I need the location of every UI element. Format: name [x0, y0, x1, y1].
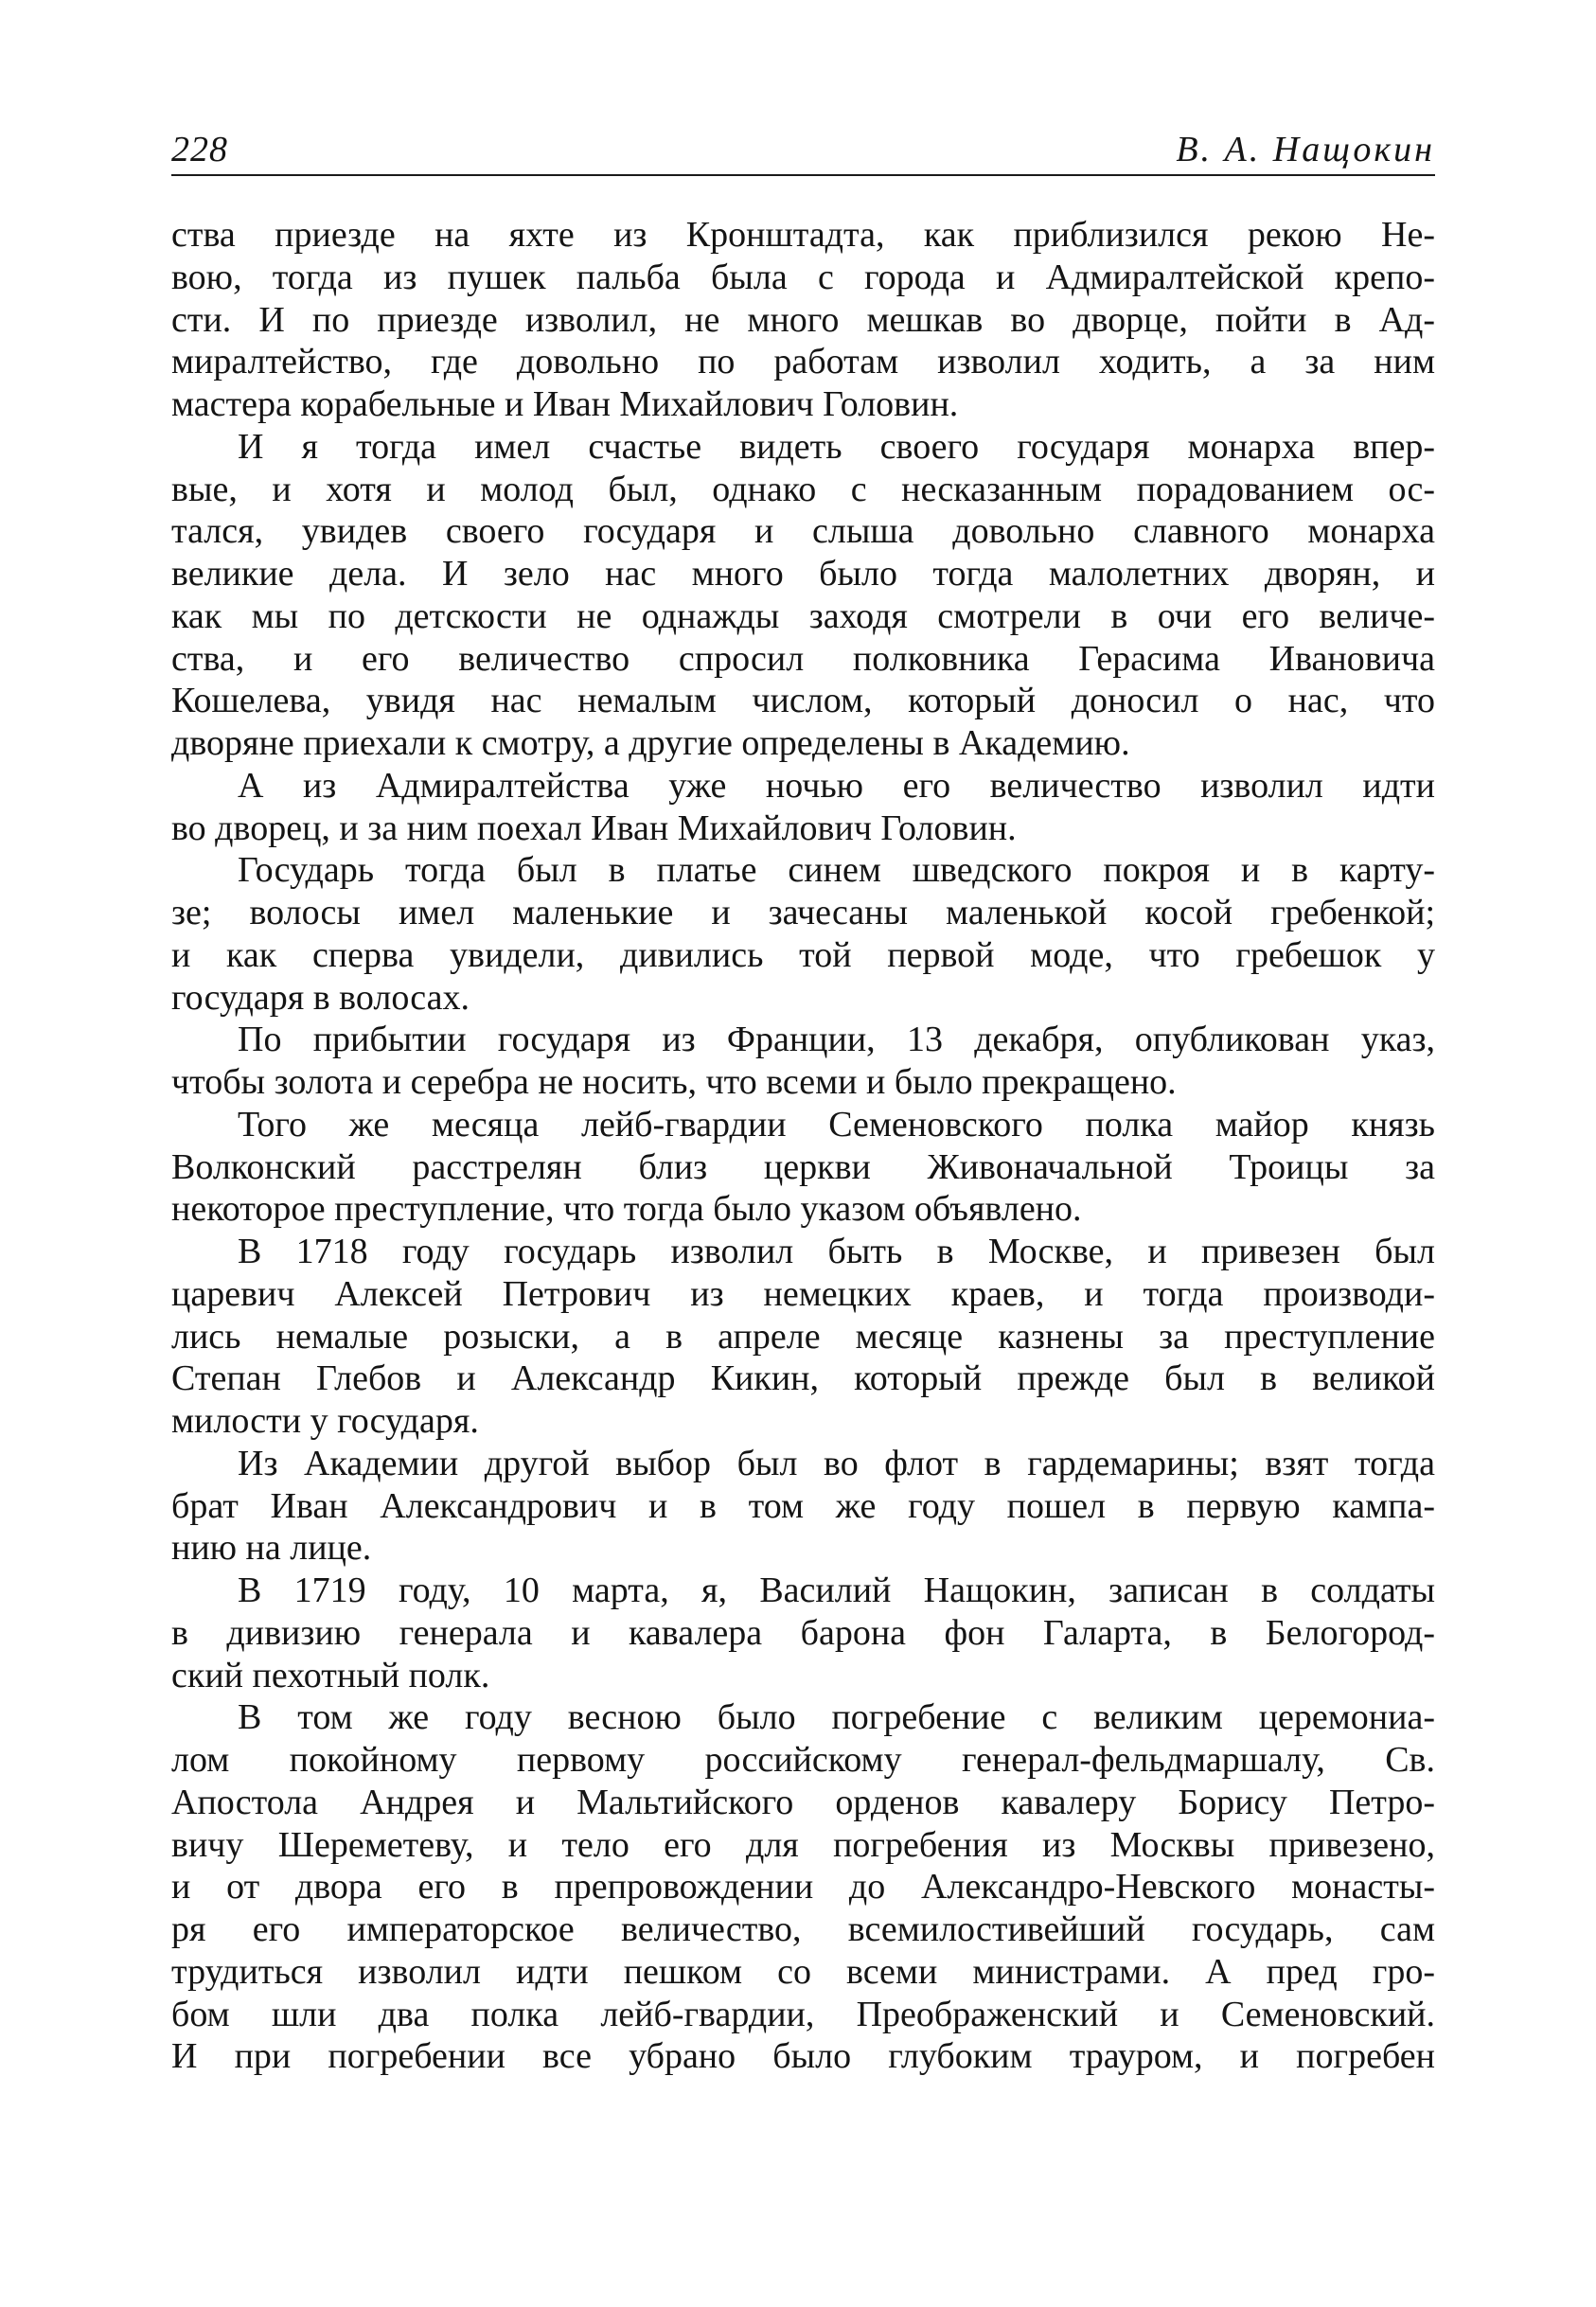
- text-line: И при погребении все убрано было глубоким трауром, и погребен: [171, 2036, 1435, 2077]
- text-line: в дивизию генерала и кавалера барона фон Галарта, в Белогород-: [171, 1612, 1435, 1653]
- text-line: и как сперва увидели, дивились той первой моде, что гребешок у: [171, 934, 1435, 975]
- page-header: [171, 127, 1435, 176]
- text-line: трудиться изволил идти пешком со всеми министрами. А пред гро-: [171, 1951, 1435, 1992]
- text-line: вою, тогда из пушек пальба была с города и Адмиралтейской крепо-: [171, 257, 1435, 297]
- page-number: 228: [171, 130, 228, 169]
- text-line: тался, увидев своего государя и слыша довольно славного монарха: [171, 511, 1435, 552]
- running-head-author: В. А. Нащокин: [1176, 130, 1435, 169]
- text-line: Того же месяца лейб-гвардии Семеновского полка майор князь: [238, 1104, 1435, 1145]
- text-line: По прибытии государя из Франции, 13 декабря, опубликован указ,: [238, 1020, 1435, 1060]
- text-line: сти. И по приезде изволил, не много мешкав во дворце, пойти в Ад-: [171, 299, 1435, 340]
- text-line: нию на лице.: [171, 1528, 372, 1569]
- text-line: вые, и хотя и молод был, однако с несказанным порадованием ос-: [171, 469, 1435, 509]
- text-line: вичу Шереметеву, и тело его для погребения из Москвы привезено,: [171, 1824, 1435, 1865]
- text-line: во дворец, и за ним поехал Иван Михайлович Головин.: [171, 807, 1017, 848]
- text-line: В том же году весною было погребение с великим церемониа-: [238, 1697, 1435, 1738]
- text-line: лом покойному первому российскому генерал-фельдмаршалу, Св.: [171, 1740, 1435, 1780]
- text-line: А из Адмиралтейства уже ночью его величество изволил идти: [238, 765, 1435, 806]
- text-line: Степан Глебов и Александр Кикин, который прежде был в великой: [171, 1358, 1435, 1399]
- text-line: Из Академии другой выбор был во флот в гардемарины; взят тогда: [238, 1443, 1435, 1483]
- text-line: милости у государя.: [171, 1401, 479, 1441]
- text-line: зе; волосы имел маленькие и зачесаны маленькой косой гребенкой;: [171, 893, 1435, 932]
- text-line: некоторое преступление, что тогда было указом объявлено.: [171, 1189, 1082, 1230]
- text-line: Государь тогда был в платье синем шведского покроя и в карту-: [238, 850, 1435, 891]
- text-line: лись немалые розыски, а в апреле месяце казнены за преступление: [171, 1316, 1435, 1357]
- text-line: ства приезде на яхте из Кронштадта, как приблизился рекою Не-: [171, 215, 1435, 255]
- text-line: В 1719 году, 10 марта, я, Василий Нащокин, записан в солдаты: [238, 1571, 1435, 1610]
- text-line: миралтейство, где довольно по работам изволил ходить, а за ним: [171, 342, 1435, 382]
- text-line: великие дела. И зело нас много было тогда малолетних дворян, и: [171, 554, 1435, 594]
- text-line: царевич Алексей Петрович из немецких краев, и тогда производи-: [171, 1273, 1435, 1314]
- text-line: мастера корабельные и Иван Михайлович Головин.: [171, 384, 959, 424]
- text-line: Кошелева, увидя нас немалым числом, который доносил о нас, что: [171, 681, 1435, 721]
- text-line: и от двора его в препровождении до Александро-Невского монасты-: [171, 1867, 1435, 1908]
- text-line: ский пехотный полк.: [171, 1655, 490, 1695]
- text-line: дворяне приехали к смотру, а другие определены в Академию.: [171, 723, 1130, 763]
- body-text: [171, 214, 1435, 2078]
- text-line: Апостола Андрея и Мальтийского орденов кавалеру Борису Петро-: [171, 1782, 1435, 1822]
- text-line: как мы по детскости не однажды заходя смотрели в очи его величе-: [171, 595, 1435, 636]
- text-line: В 1718 году государь изволил быть в Москве, и привезен был: [238, 1232, 1435, 1271]
- text-line: И я тогда имел счастье видеть своего государя монарха впер-: [238, 426, 1435, 467]
- text-line: бом шли два полка лейб-гвардии, Преображенский и Семеновский.: [171, 1994, 1435, 2034]
- text-line: Волконский расстрелян близ церкви Живоначальной Троицы за: [171, 1146, 1435, 1187]
- text-line: брат Иван Александрович и в том же году пошел в первую кампа-: [171, 1485, 1435, 1526]
- text-line: государя в волосах.: [171, 977, 470, 1018]
- text-line: чтобы золота и серебра не носить, что всеми и было прекращено.: [171, 1062, 1177, 1102]
- text-line: ства, и его величество спросил полковника Герасима Ивановича: [171, 638, 1435, 679]
- text-line: ря его императорское величество, всемилостивейший государь, сам: [171, 1909, 1435, 1949]
